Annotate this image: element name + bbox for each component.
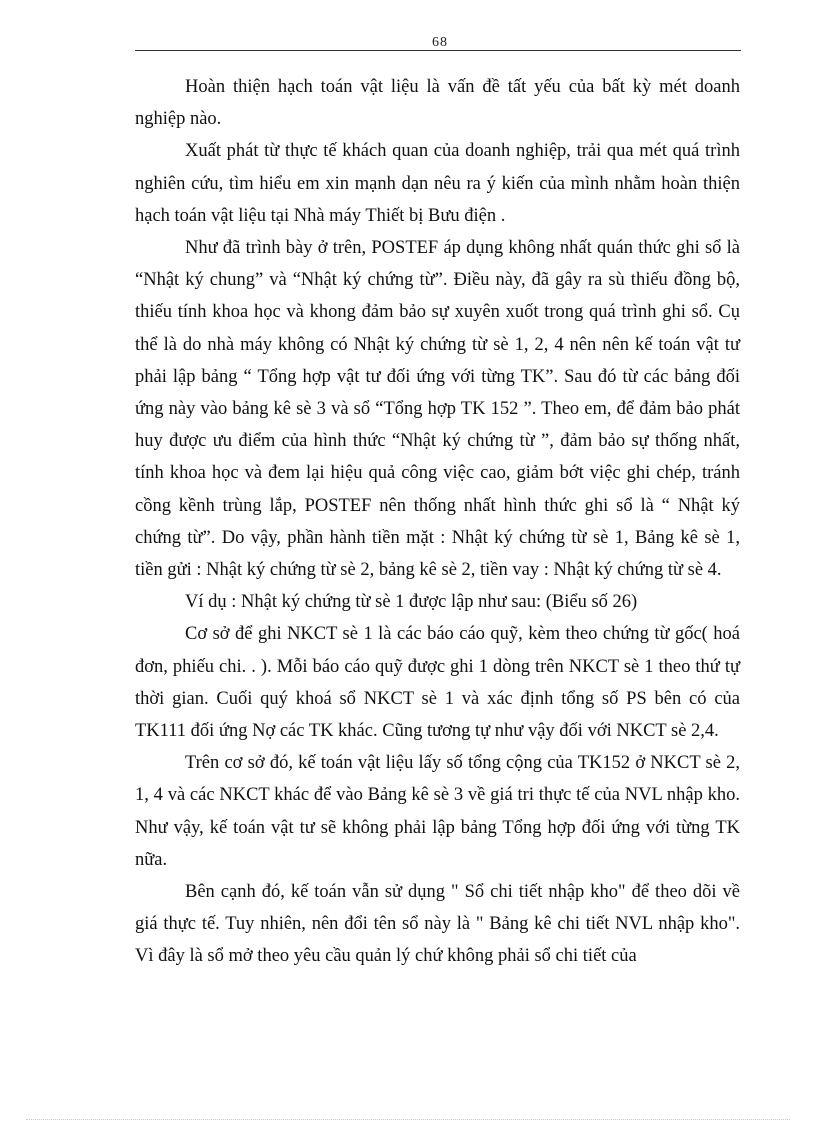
paragraph-7: Bên cạnh đó, kế toán vẫn sử dụng " Sổ chi tiết nhập kho" để theo dõi về giá thực tế. Tuy nhiên, nên đổi tên sổ này là " Bảng kê chi tiết NVL nhập kho". Vì đây là sổ mở theo yêu cầu quản lý chứ không phải sổ chi tiết của: [135, 882, 740, 967]
footer-divider: [26, 1119, 790, 1120]
paragraph-6: Trên cơ sở đó, kế toán vật liệu lấy số tổng cộng của TK152 ở NKCT sè 2, 1, 4 và các NKCT khác để vào Bảng kê sè 3 về giá tri thực tế của NVL nhập kho. Như vậy, kế toán vật tư sẽ không phải lập bảng Tổng hợp đối ứng với từng TK nữa.: [135, 753, 740, 870]
paragraph-3: Như đã trình bày ở trên, POSTEF áp dụng không nhất quán thức ghi sổ là “Nhật ký chung” và “Nhật ký chứng từ”. Điều này, đã gây ra sù thiếu đồng bộ, thiếu tính khoa học và khong đảm bảo sự xuyên xuốt trong quá trình ghi sổ. Cụ thể là do nhà máy không có Nhật ký chứng từ sè 1, 2, 4 nên nên kế toán vật tư phải lập bảng “ Tổng hợp vật tư đối ứng với từng TK”. Sau đó từ các bảng đối ứng này vào bảng kê sè 3 và sổ “Tổng hợp TK 152 ”. Theo em, để đảm bảo phát huy được ưu điểm của hình thức “Nhật ký chứng từ ”, đảm bảo sự thống nhất, tính khoa học và đem lại hiệu quả công việc cao, giảm bớt việc ghi chép, tránh cồng kềnh trùng lắp, POSTEF nên thống nhất hình thức ghi sổ là “ Nhật ký chứng từ”. Do vậy, phần hành tiền mặt : Nhật ký chứng từ sè 1, Bảng kê sè 1, tiền gửi : Nhật ký chứng từ sè 2, bảng kê sè 2, tiền vay : Nhật ký chứng từ sè 4.: [135, 238, 740, 581]
paragraph-5: Cơ sở để ghi NKCT sè 1 là các báo cáo quỹ, kèm theo chứng từ gốc( hoá đơn, phiếu chi. . ). Mỗi báo cáo quỹ được ghi 1 dòng trên NKCT sè 1 theo thứ tự thời gian. Cuối quý khoá sổ NKCT sè 1 và xác định tổng số PS bên có của TK111 đối ứng Nợ các TK khác. Cũng tương tự như vậy đối với NKCT sè 2,4.: [135, 624, 740, 742]
paragraph-4: Ví dụ : Nhật ký chứng từ sè 1 được lập như sau: (Biểu số 26): [185, 592, 638, 613]
body-text: [135, 71, 740, 973]
paragraph-2: Xuất phát từ thực tế khách quan của doanh nghiệp, trải qua mét quá trình nghiên cứu, tìm hiểu em xin mạnh dạn nêu ra ý kiến của mình nhằm hoàn thiện hạch toán vật liệu tại Nhà máy Thiết bị Bưu điện .: [135, 141, 740, 226]
page-number: 68: [432, 35, 448, 50]
paragraph-1: Hoàn thiện hạch toán vật liệu là vấn đề tất yếu của bất kỳ mét doanh nghiệp nào.: [135, 77, 740, 130]
header-rule: [135, 50, 741, 51]
